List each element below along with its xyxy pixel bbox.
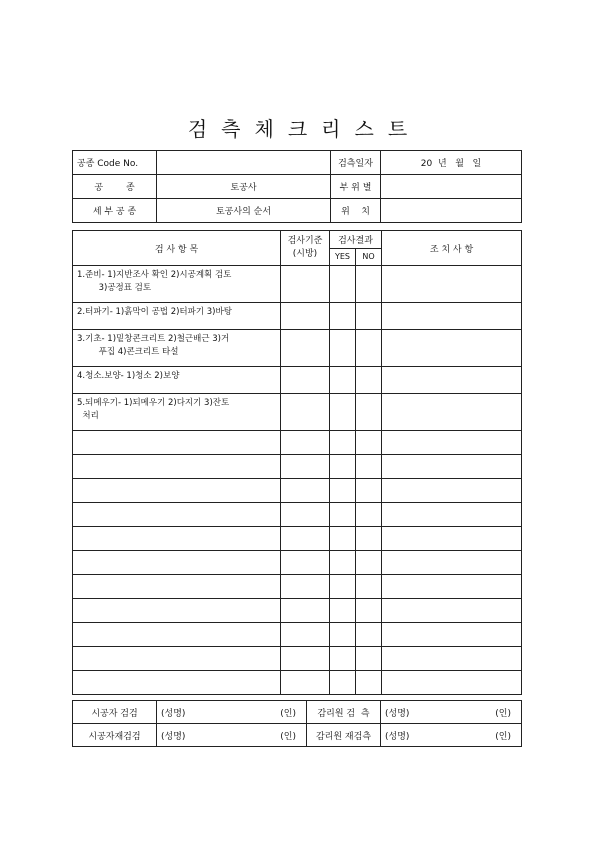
col-header-items: 검 사 항 목 — [73, 231, 281, 266]
title-char: 스 — [354, 117, 374, 141]
yes-cell[interactable] — [330, 479, 356, 503]
action-cell[interactable] — [382, 551, 522, 575]
yes-cell[interactable] — [330, 303, 356, 330]
basis-cell[interactable] — [281, 599, 330, 623]
no-cell[interactable] — [356, 599, 382, 623]
work-field[interactable]: 토공사 — [157, 175, 331, 199]
no-cell[interactable] — [356, 431, 382, 455]
contractor-inspect-label: 시공자 검검 — [73, 701, 157, 724]
title-char: 측 — [221, 117, 241, 141]
check-item: 1.준비- 1)지반조사 확인 2)시공계획 검토 3)공정표 검토 — [73, 266, 281, 303]
yes-cell[interactable] — [330, 330, 356, 367]
part-field[interactable] — [381, 175, 522, 199]
col-header-yes: YES — [330, 248, 356, 266]
basis-cell[interactable] — [281, 551, 330, 575]
action-cell[interactable] — [382, 527, 522, 551]
action-cell[interactable] — [382, 455, 522, 479]
title-char: 트 — [387, 117, 408, 141]
col-header-no: NO — [356, 248, 382, 266]
check-item[interactable] — [73, 527, 281, 551]
check-item[interactable] — [73, 671, 281, 695]
no-cell[interactable] — [356, 527, 382, 551]
check-item[interactable] — [73, 575, 281, 599]
action-cell[interactable] — [382, 671, 522, 695]
col-header-basis: 검사기준 (시방) — [281, 231, 330, 266]
basis-cell[interactable] — [281, 647, 330, 671]
contractor-reinspect-name-field[interactable]: (성명) — [157, 724, 257, 747]
basis-cell[interactable] — [281, 266, 330, 303]
yes-cell[interactable] — [330, 575, 356, 599]
yes-cell[interactable] — [330, 599, 356, 623]
yes-cell[interactable] — [330, 367, 356, 394]
check-item[interactable] — [73, 479, 281, 503]
code-label: 공종 Code No. — [73, 151, 157, 175]
checklist-table — [72, 230, 522, 695]
check-item[interactable] — [73, 551, 281, 575]
basis-cell[interactable] — [281, 431, 330, 455]
contractor-reinspect-label: 시공자재검검 — [73, 724, 157, 747]
action-cell[interactable] — [382, 599, 522, 623]
col-header-action: 조 치 사 항 — [382, 231, 522, 266]
no-cell[interactable] — [356, 266, 382, 303]
basis-cell[interactable] — [281, 330, 330, 367]
action-cell[interactable] — [382, 266, 522, 303]
title-char: 리 — [321, 117, 341, 141]
check-item: 3.기초- 1)밑창콘크리트 2)철근배근 3)거 푸집 4)콘크리트 타설 — [73, 330, 281, 367]
action-cell[interactable] — [382, 503, 522, 527]
no-cell[interactable] — [356, 455, 382, 479]
detail-field[interactable]: 토공사의 순서 — [157, 199, 331, 223]
action-cell[interactable] — [382, 647, 522, 671]
supervisor-reinspect-name-field[interactable]: (성명) — [381, 724, 479, 747]
supervisor-name-field[interactable]: (성명) — [381, 701, 479, 724]
supervisor-seal[interactable]: (인) — [479, 701, 522, 724]
yes-cell[interactable] — [330, 455, 356, 479]
date-label: 검측일자 — [331, 151, 381, 175]
check-item: 4.청소.보양- 1)청소 2)보양 — [73, 367, 281, 394]
contractor-name-field[interactable]: (성명) — [157, 701, 257, 724]
check-item[interactable] — [73, 503, 281, 527]
no-cell[interactable] — [356, 671, 382, 695]
yes-cell[interactable] — [330, 394, 356, 431]
col-header-result: 검사결과 — [330, 231, 382, 249]
action-cell[interactable] — [382, 575, 522, 599]
check-item[interactable] — [73, 623, 281, 647]
action-cell[interactable] — [382, 367, 522, 394]
basis-cell[interactable] — [281, 623, 330, 647]
yes-cell[interactable] — [330, 647, 356, 671]
location-label: 위 치 — [331, 199, 381, 223]
yes-cell[interactable] — [330, 527, 356, 551]
basis-cell[interactable] — [281, 367, 330, 394]
basis-cell[interactable] — [281, 527, 330, 551]
work-label: 공 종 — [73, 175, 157, 199]
title-char: 체 — [254, 117, 274, 141]
check-item: 5.되메우기- 1)되메우기 2)다지기 3)잔토 처리 — [73, 394, 281, 431]
no-cell[interactable] — [356, 479, 382, 503]
action-cell[interactable] — [382, 431, 522, 455]
basis-cell[interactable] — [281, 479, 330, 503]
action-cell[interactable] — [382, 394, 522, 431]
title-char: 검 — [187, 117, 208, 141]
no-cell[interactable] — [356, 503, 382, 527]
contractor-seal[interactable]: (인) — [257, 701, 307, 724]
contractor-reinspect-seal[interactable]: (인) — [257, 724, 307, 747]
code-field[interactable] — [157, 151, 331, 175]
date-field[interactable]: 20 년 월 일 — [381, 151, 522, 175]
check-item[interactable] — [73, 431, 281, 455]
basis-cell[interactable] — [281, 671, 330, 695]
page-title — [0, 113, 595, 142]
yes-cell[interactable] — [330, 671, 356, 695]
yes-cell[interactable] — [330, 551, 356, 575]
supervisor-reinspect-seal[interactable]: (인) — [479, 724, 522, 747]
yes-cell[interactable] — [330, 623, 356, 647]
no-cell[interactable] — [356, 303, 382, 330]
action-cell[interactable] — [382, 330, 522, 367]
no-cell[interactable] — [356, 647, 382, 671]
no-cell[interactable] — [356, 623, 382, 647]
basis-cell[interactable] — [281, 575, 330, 599]
no-cell[interactable] — [356, 551, 382, 575]
basis-cell[interactable] — [281, 394, 330, 431]
no-cell[interactable] — [356, 394, 382, 431]
action-cell[interactable] — [382, 623, 522, 647]
location-field[interactable] — [381, 199, 522, 223]
check-item: 2.터파기- 1)흙막이 공법 2)터파기 3)바탕 — [73, 303, 281, 330]
detail-label: 세 부 공 종 — [73, 199, 157, 223]
supervisor-inspect-label: 감리원 검 측 — [307, 701, 381, 724]
part-label: 부 위 별 — [331, 175, 381, 199]
no-cell[interactable] — [356, 575, 382, 599]
no-cell[interactable] — [356, 330, 382, 367]
check-item[interactable] — [73, 647, 281, 671]
action-cell[interactable] — [382, 303, 522, 330]
supervisor-reinspect-label: 감리원 재검측 — [307, 724, 381, 747]
action-cell[interactable] — [382, 479, 522, 503]
signature-table — [72, 700, 522, 747]
yes-cell[interactable] — [330, 266, 356, 303]
no-cell[interactable] — [356, 367, 382, 394]
check-item[interactable] — [73, 599, 281, 623]
basis-cell[interactable] — [281, 303, 330, 330]
yes-cell[interactable] — [330, 503, 356, 527]
basis-cell[interactable] — [281, 503, 330, 527]
check-item[interactable] — [73, 455, 281, 479]
title-char: 크 — [287, 117, 308, 141]
basis-cell[interactable] — [281, 455, 330, 479]
info-table — [72, 150, 522, 223]
yes-cell[interactable] — [330, 431, 356, 455]
